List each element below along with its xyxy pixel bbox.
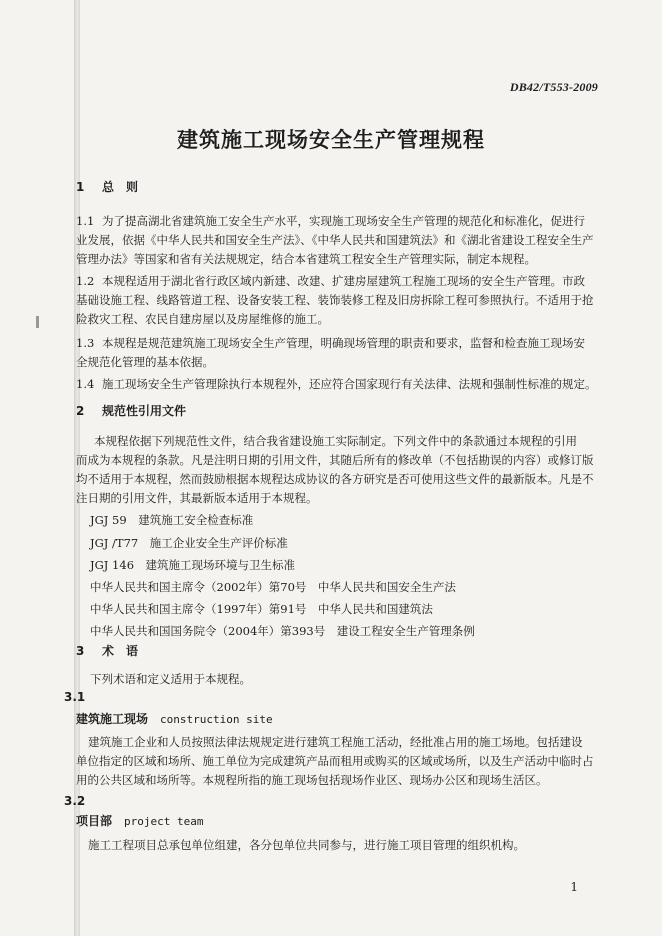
- standard-code: DB42/T553-2009: [509, 80, 598, 94]
- term-3-1-number: 3.1: [64, 690, 86, 704]
- clause-1-1: 1.1 为了提高湖北省建筑施工安全生产水平，实现施工现场安全生产管理的规范化和标准化，促进行 业发展，依据《中华人民共和国安全生产法》、《中华人民共和国建筑法》和《湖北省建设工程安全生产 管理办法》等国家和省有关法规规定，结合本省建筑工程安全生产管理实际，制定本规程。: [76, 214, 594, 266]
- clause-1-4: 1.4 施工现场安全生产管理除执行本规程外，还应符合国家现行有关法律、法规和强制性标准的规定。: [76, 377, 597, 391]
- reference-item: JGJ 146 建筑施工现场环境与卫生标准: [90, 558, 296, 572]
- clause-1-3: 1.3 本规程是规范建筑施工现场安全生产管理，明确现场管理的职责和要求，监督和检查施工现场安 全规范化管理的基本依据。: [76, 336, 585, 369]
- section-2-heading: 2 规范性引用文件: [76, 404, 187, 418]
- section-2-paragraph: 本规程依据下列规范性文件，结合我省建设施工实际制定。下列文件中的条款通过本规程的引用 而成为本规程的条款。凡是注明日期的引用文件，其随后所有的修改单（不包括勘误的内容）或修订版 均不适用于本规程，然而鼓励根据本规程达成协议的各方研究是否可使用这些文件的最新版本。凡是不 注日期的引用文件，其最新版本适用于本规程。: [76, 434, 594, 505]
- clause-1-2: 1.2 本规程适用于湖北省行政区域内新建、改建、扩建房屋建筑工程施工现场的安全生产管理。市政 基础设施工程、线路管道工程、设备安装工程、装饰装修工程及旧房拆除工程可参照执行。不适用于抢 险救灾工程、农民自建房屋以及房屋维修的施工。: [76, 274, 594, 326]
- page-title: 建筑施工现场安全生产管理规程: [177, 128, 485, 152]
- term-3-2-number: 3.2: [64, 794, 86, 808]
- section-1-heading: 1 总 则: [76, 180, 139, 194]
- section-3-heading: 3 术 语: [76, 644, 139, 658]
- page-number: 1: [570, 880, 578, 894]
- term-3-1-heading: 建筑施工现场 construction site: [76, 712, 273, 726]
- reference-item: 中华人民共和国国务院令（2004年）第393号 建设工程安全生产管理条例: [90, 624, 475, 638]
- reference-item: 中华人民共和国主席令（1997年）第91号 中华人民共和国建筑法: [90, 602, 433, 616]
- section-3-intro: 下列术语和定义适用于本规程。: [90, 672, 251, 686]
- term-3-2-definition: 施工工程项目总承包单位组建，各分包单位共同参与，进行施工项目管理的组织机构。: [88, 838, 525, 852]
- reference-item: JGJ /T77 施工企业安全生产评价标准: [90, 536, 288, 550]
- margin-mark: [36, 316, 39, 328]
- reference-item: 中华人民共和国主席令（2002年）第70号 中华人民共和国安全生产法: [90, 580, 456, 594]
- reference-item: JGJ 59 建筑施工安全检查标准: [90, 513, 254, 527]
- term-3-2-heading: 项目部 project team: [76, 814, 204, 828]
- term-3-1-definition: 建筑施工企业和人员按照法律法规规定进行建筑工程施工活动，经批准占用的施工场地。包括建设 单位指定的区域和场所、施工单位为完成建筑产品而租用或购买的区域或场所，以及生产活动中临时占 用的公共区域和场所等。本规程所指的施工现场包括现场作业区、现场办公区和现场生活区。: [76, 735, 594, 787]
